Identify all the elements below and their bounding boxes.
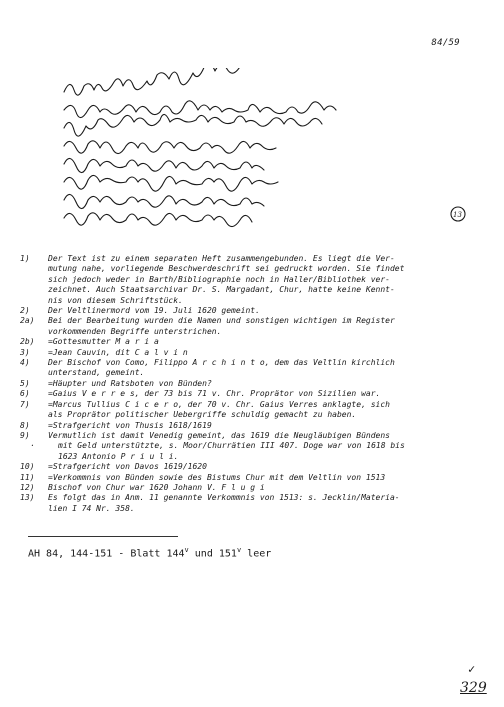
footnote-number: 8): [20, 420, 30, 430]
footnote-number: 7): [20, 399, 30, 409]
footnote-text: Bei der Bearbeitung wurden die Namen und sonstigen wichtigen im Register vorkommenden Begriffe unterstrichen.: [48, 316, 395, 336]
handwritten-page-stamp: 329: [460, 680, 487, 696]
footnote-number: 5): [20, 378, 30, 388]
check-mark-icon: ✓: [468, 662, 476, 676]
footnote: [20, 337, 482, 347]
footnote-number: 2a): [20, 316, 35, 326]
footnote-number: 3): [20, 347, 30, 357]
footnote: [20, 483, 482, 493]
footnote-number: 4): [20, 358, 30, 368]
footnote-text: Bischof von Chur war 1620 Johann V. F l u g i: [48, 482, 265, 492]
footnote: [20, 473, 482, 483]
footnote: [20, 379, 482, 389]
archive-ref-suffix: leer: [241, 548, 272, 560]
footnote: [20, 441, 482, 462]
footnote: [20, 493, 482, 514]
footnote-number: 10): [20, 462, 35, 472]
svg-text:13: 13: [453, 211, 462, 219]
footnote-text: =Marcus Tullius C i c e r o, der 70 v. Chr. Gaius Verres anklagte, sich als Proprätor politischer Uebergriffe schuldig gemacht zu haben.: [48, 399, 390, 420]
page-number: 84/59: [431, 38, 460, 48]
handwritten-manuscript-image: [60, 68, 470, 236]
footnote-number: 12): [20, 482, 35, 492]
footnote-text: =Verkommnis von Bünden sowie des Bistums Chur mit dem Veltlin von 1513: [48, 472, 386, 482]
footnote-number: 1): [20, 254, 30, 263]
footnote: [20, 306, 482, 316]
footnote-text: =Strafgericht von Thusis 1618/1619: [48, 420, 212, 430]
archive-ref-verso-2: v: [236, 546, 242, 554]
footnote-text: mit Geld unterstützte, s. Moor/Churrätien III 407. Doge war von 1618 bis 1623 Antonio P r i u l i.: [58, 441, 405, 461]
footnote: [20, 316, 482, 337]
footnote-text: =Jean Cauvin, dit C a l v i n: [48, 347, 188, 357]
separator-rule: [28, 536, 178, 537]
footnote: [20, 254, 482, 306]
footnote-number: 6): [20, 389, 30, 399]
footnote-text: Es folgt das in Anm. 11 genannte Verkommnis von 1513: s. Jecklin/Materia- lien I 74 Nr. 358.: [48, 493, 400, 513]
footnote: [20, 462, 482, 472]
footnote-text: =Strafgericht von Davos 1619/1620: [48, 462, 207, 472]
footnote: [20, 400, 482, 421]
footnote-number: 2b): [20, 337, 35, 347]
footnote: [20, 389, 482, 399]
footnote-number: 11): [20, 472, 35, 482]
footnote-number: 9): [20, 430, 30, 440]
footnote-text: Der Text ist zu einem separaten Heft zusammengebunden. Es liegt die Ver- mutung nahe, vorliegende Beschwerdeschrift sei gedruckt worden. Sie findet sich jedoch weder in Barth/Bibliographie noch in Haller/Bibliothek ver- zeichnet. Auch Staatsarchivar Dr. S. Margadant, Chur, hatte keine Kennt- nis von diesem Schriftstück.: [48, 254, 405, 305]
footnote-text: Der Bischof von Como, Filippo A r c h i n t o, dem das Veltlin kirchlich unterstand, gemeint.: [48, 358, 395, 378]
footnotes-list: [20, 254, 482, 514]
footnote-number: 2): [20, 306, 30, 316]
footnote-text: Vermutlich ist damit Venedig gemeint, das 1619 die Neugläubigen Bündens: [48, 430, 390, 440]
footnote-text: =Häupter und Ratsboten von Bünden?: [48, 378, 212, 388]
footnote-number: 13): [20, 493, 35, 503]
footnote-number: ·: [30, 441, 35, 451]
footnote-text: =Gottesmutter M a r i a: [48, 337, 159, 347]
archive-ref-verso-1: v: [184, 546, 189, 554]
archive-ref-mid: und 151: [188, 548, 237, 560]
archive-reference: [28, 546, 271, 559]
footnote: [20, 421, 482, 431]
footnote: [20, 348, 482, 358]
archive-ref-prefix: AH 84, 144-151 - Blatt 144: [28, 548, 185, 560]
footnote: [20, 358, 482, 379]
footnote-text: Der Veltlinermord vom 19. Juli 1620 gemeint.: [48, 306, 260, 316]
footnote-text: =Gaius V e r r e s, der 73 bis 71 v. Chr. Proprätor von Sizilien war.: [48, 389, 381, 399]
footnote: [20, 431, 482, 441]
